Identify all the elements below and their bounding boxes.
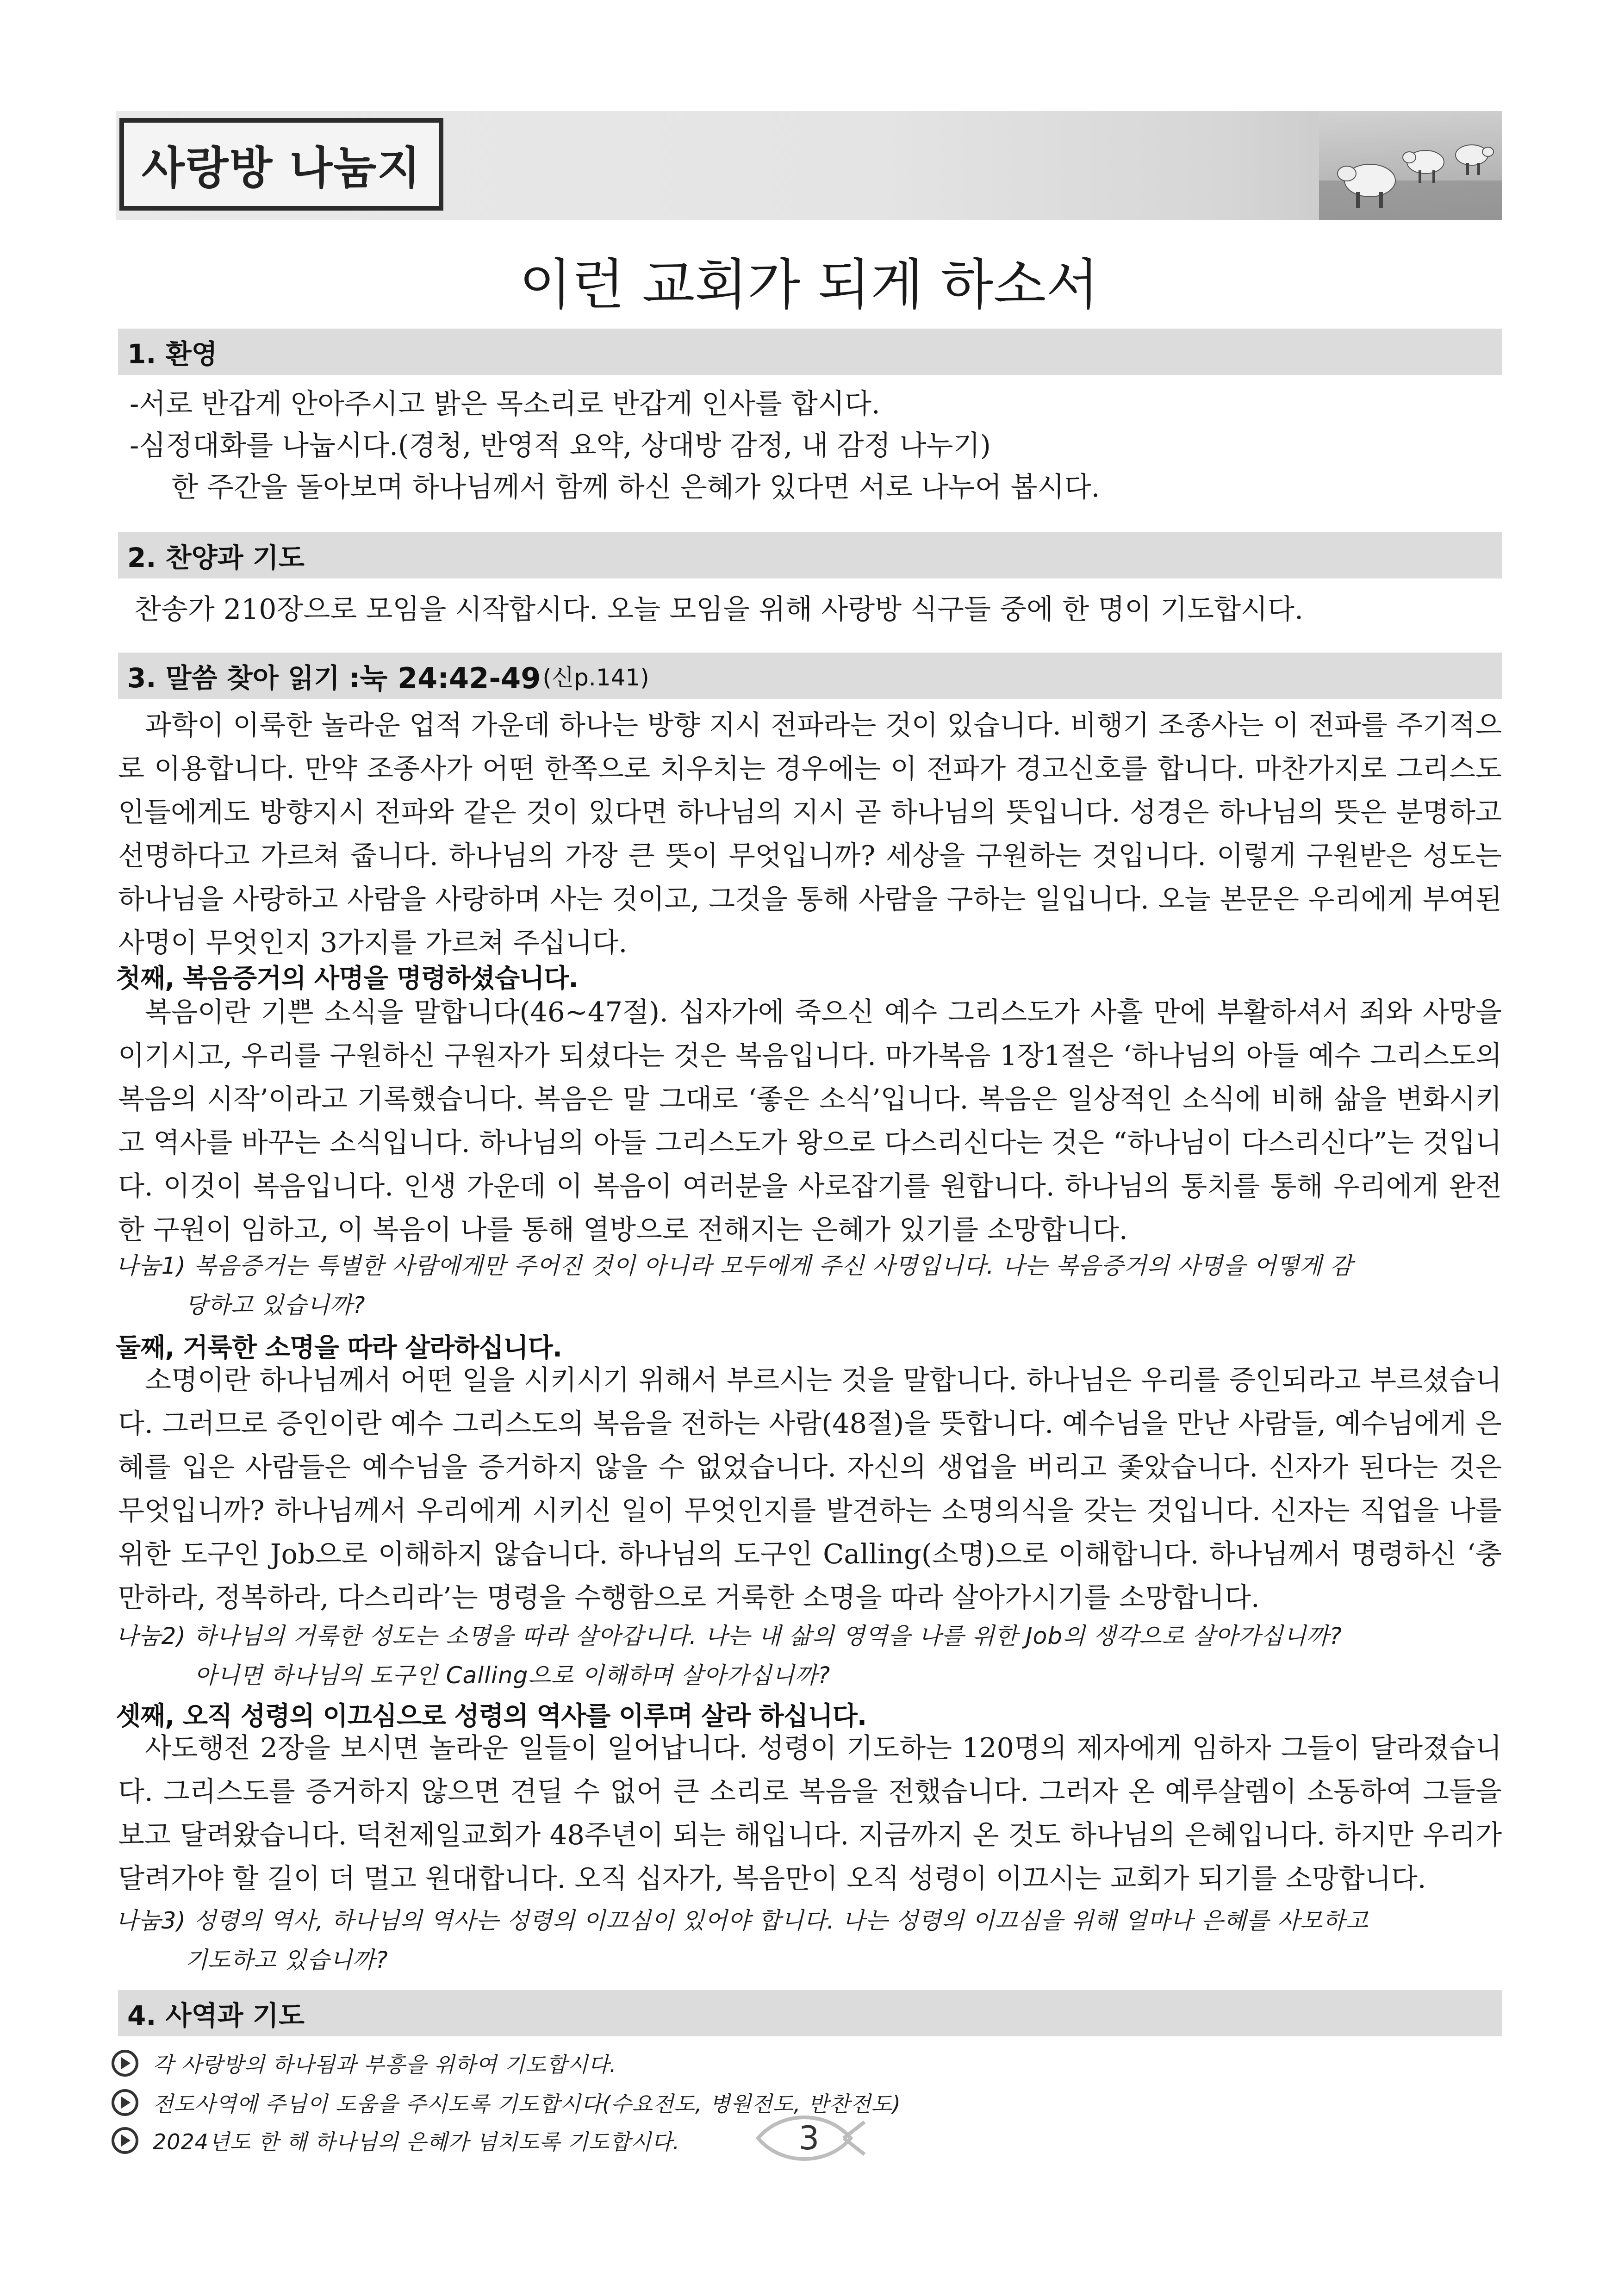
welcome-line-3: 한 주간을 돌아보며 하나님께서 함께 하신 은혜가 있다면 서로 나누어 봅시다. — [171, 471, 1100, 504]
arrow-circle-icon — [111, 2049, 139, 2077]
scripture-page: (신p.141) — [542, 664, 649, 691]
praise-text: 찬송가 210장으로 모임을 시작합시다. 오늘 모임을 위해 사랑방 식구들 중에 한 명이 기도합시다. — [134, 593, 1304, 626]
share2-question-line2: 아니면 하나님의 도구인 Calling으로 이해하며 살아가십니까? — [194, 1662, 831, 1689]
share3-question-line2: 기도하고 있습니까? — [185, 1947, 388, 1973]
point1-title: 첫째, 복음증거의 사명을 명령하셨습니다. — [116, 964, 578, 994]
section-heading-praise: 2. 찬양과 기도 — [118, 532, 1502, 579]
sheep-illustration — [1319, 111, 1502, 220]
word-intro-paragraph: 과학이 이룩한 놀라운 업적 가운데 하나는 방향 지시 전파라는 것이 있습니다. 비행기 조종사는 이 전파를 주기적으로 이용합니다. 만약 조종사가 어떤 한쪽으로 치우치는 경우에는 이 전파가 경고신호를 합니다. 마찬가지로 그리스도인들에게도 방향지시 전파와 같은 것이 있다면 하나님의 지시 곧 하나님의 뜻입니다. 성경은 하나님의 뜻은 분명하고 선명하다고 가르쳐 줍니다. 하나님의 가장 큰 뜻이 무엇입니까? 세상을 구원하는 것입니다. 이렇게 구원받은 성도는 하나님을 사랑하고 사람을 사랑하며 사는 것이고, 그것을 통해 사람을 구하는 일입니다. 오늘 본문은 우리에게 부여된 사명이 무엇인지 3가지를 가르쳐 주십니다. — [118, 709, 1502, 958]
point3-paragraph: 사도행전 2장을 보시면 놀라운 일들이 일어납니다. 성령이 기도하는 120명의 제자에게 임하자 그들이 달라졌습니다. 그리스도를 증거하지 않으면 견딜 수 없어 큰 소리로 복음을 전했습니다. 그러자 온 예루살렘이 소동하여 그들을 보고 달려왔습니다. 덕천제일교회가 48주년이 되는 해입니다. 지금까지 온 것도 하나님의 은혜입니다. 하지만 우리가 달려가야 할 길이 더 멀고 원대합니다. 오직 십자가, 복음만이 오직 성령이 이끄시는 교회가 되기를 소망합니다. — [118, 1732, 1502, 1894]
page-title: 이런 교회가 되게 하소서 — [519, 253, 1099, 317]
welcome-line-1: -서로 반갑게 안아주시고 밝은 목소리로 반갑게 인사를 합시다. — [130, 388, 880, 420]
welcome-line-2: -심정대화를 나눕시다.(경청, 반영적 요약, 상대방 감정, 내 감정 나누기) — [130, 429, 991, 462]
arrow-circle-icon — [111, 2127, 139, 2154]
arrow-circle-icon — [111, 2089, 139, 2116]
prayer-item — [111, 2048, 616, 2078]
point2-title: 둘째, 거룩한 소명을 따라 살라하십니다. — [116, 1333, 562, 1363]
point1-paragraph: 복음이란 기쁜 소식을 말합니다(46~47절). 십자가에 죽으신 예수 그리스도가 사흘 만에 부활하셔서 죄와 사망을 이기시고, 우리를 구원하신 구원자가 되셨다는 것은 복음입니다. 마가복음 1장1절은 ‘하나님의 아들 예수 그리스도의 복음의 시작’이라고 기록했습니다. 복음은 말 그대로 ‘좋은 소식’입니다. 복음은 일상적인 소식에 비해 삶을 변화시키고 역사를 바꾸는 소식입니다. 하나님의 아들 그리스도가 왕으로 다스리신다는 것은 “하나님이 다스리신다”는 것입니다. 이것이 복음입니다. 인생 가운데 이 복음이 여러분을 사로잡기를 원합니다. 하나님의 통치를 통해 우리에게 완전한 구원이 임하고, 이 복음이 나를 통해 열방으로 전해지는 은혜가 있기를 소망합니다. — [118, 996, 1502, 1245]
section-heading-welcome: 1. 환영 — [118, 329, 1502, 375]
share1-question-line2: 당하고 있습니까? — [185, 1292, 366, 1319]
page-number-badge — [749, 2113, 869, 2164]
share1-question-line1: 나눔1) 복음증거는 특별한 사람에게만 주어진 것이 아니라 모두에게 주신 사명입니다. 나는 복음증거의 사명을 어떻게 감 — [116, 1252, 1353, 1279]
share3-question-line1: 나눔3) 성령의 역사, 하나님의 역사는 성령의 이끄심이 있어야 합니다. 나는 성령의 이끄심을 위해 얼마나 은혜를 사모하고 — [116, 1907, 1369, 1934]
prayer-item — [111, 2125, 680, 2156]
section-heading-word: 3. 말씀 찾아 읽기 : 눅 24:42-49 (신p.141) — [118, 653, 1502, 699]
share2-question-line1: 나눔2) 하나님의 거룩한 성도는 소명을 따라 살아갑니다. 나는 내 삶의 영역을 나를 위한 Job의 생각으로 살아가십니까? — [116, 1623, 1342, 1649]
section-heading-mission: 4. 사역과 기도 — [118, 1990, 1502, 2036]
page-number: 3 — [798, 2119, 820, 2157]
header-badge — [119, 118, 443, 211]
prayer-item-text: 각 사랑방의 하나됨과 부흥을 위하여 기도합시다. — [153, 2052, 617, 2077]
point3-title: 셋째, 오직 성령의 이끄심으로 성령의 역사를 이루며 살라 하십니다. — [116, 1701, 867, 1731]
prayer-item-text: 2024년도 한 해 하나님의 은혜가 넘치도록 기도합시다. — [153, 2129, 680, 2154]
prayer-item-text: 전도사역에 주님이 도움을 주시도록 기도합시다(수요전도, 병원전도, 반찬전도) — [153, 2091, 901, 2116]
header-badge-label: 사랑방 나눔지 — [142, 142, 421, 194]
point2-paragraph: 소명이란 하나님께서 어떤 일을 시키시기 위해서 부르시는 것을 말합니다. 하나님은 우리를 증인되라고 부르셨습니다. 그러므로 증인이란 예수 그리스도의 복음을 전하는 사람(48절)을 뜻합니다. 예수님을 만난 사람들, 예수님에게 은혜를 입은 사람들은 예수님을 증거하지 않을 수 없었습니다. 자신의 생업을 버리고 좇았습니다. 신자가 된다는 것은 무엇입니까? 하나님께서 우리에게 시키신 일이 무엇인지를 발견하는 소명의식을 갖는 것입니다. 신자는 직업을 나를 위한 도구인 Job으로 이해하지 않습니다. 하나님의 도구인 Calling(소명)으로 이해합니다. 하나님께서 명령하신 ‘충만하라, 정복하라, 다스리라’는 명령을 수행함으로 거룩한 소명을 따라 살아가시기를 소망합니다. — [118, 1364, 1502, 1613]
scripture-reference: 눅 24:42-49 — [360, 661, 541, 695]
